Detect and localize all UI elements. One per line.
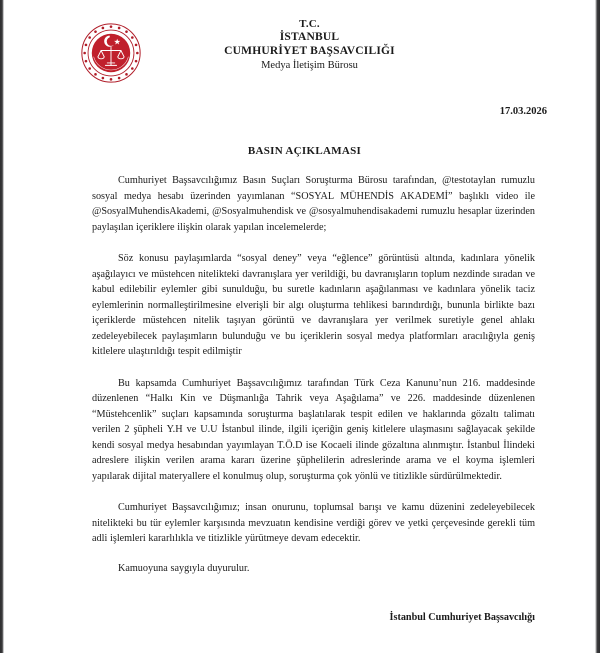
letterhead-line-bureau: Medya İletişim Bürosu bbox=[261, 60, 358, 72]
letterhead-line-office: CUMHURİYET BAŞSAVCILIĞI bbox=[224, 44, 395, 57]
paragraph: Bu kapsamda Cumhuriyet Başsavcılığımız tarafından Türk Ceza Kanunu’nun 216. maddesinde düzenlenen “Halkı Kin ve Düşmanlığa Tahrik veya Aşağılama” ve 226. maddesinde düzenlenen “Müstehcenlik” suçları kapsamında soruşturma başlatılarak tespit edilen ve haklarında gözaltı talimatı verilen 2 şüpheli Y.H ve U.U İstanbul ilinde, ilgili içeriğin geniş kitlelere ulaşmasını sağlayacak şekilde kendi sosyal medya hesabından yayımlayan T.Ö.D ise Kocaeli ilinde gözaltına alınmıştır. İstanbul İlindeki adreslere ilişkin verilen arama kararı üzerine şüphelilerin adreslerinde arama ve el koyma işlemleri yapılarak dijital materyallere el konulmuş olup, soruşturma çok yönlü ve titizlikle sürdürülmektedir. bbox=[92, 377, 535, 482]
paragraph-closing: Kamuoyuna saygıyla duyurulur. bbox=[118, 562, 250, 574]
document-content bbox=[8, 0, 591, 653]
document-body bbox=[8, 173, 591, 576]
letterhead-line-tc: T.C. bbox=[299, 18, 320, 30]
ministry-of-justice-emblem-icon bbox=[80, 22, 142, 84]
page-title: BASIN AÇIKLAMASI bbox=[247, 145, 362, 157]
signature-line: İstanbul Cumhuriyet Başsavcılığı bbox=[389, 612, 535, 623]
letterhead bbox=[8, 18, 591, 94]
paragraph: Söz konusu paylaşımlarda “sosyal deney” veya “eğlence” görüntüsü altında, kadınlara yönelik aşağılayıcı ve müstehcen nitelikteki davranışlara yer verildiği, bu davranışların toplum nezdinde sıradan ve kabul edilebilir eylemler gibi sunulduğu, bu suretle kadınların aşağılanması ve kadınlara yönelik taciz eylemlerinin normalleştirilmesine elverişli bir algı oluşturma tehlikesi barındırdığı, bununla birlikte bazı içeriklerde müstehcen nitelik taşıyan görüntü ve davranışlara yer verilmek suretiyle genel ahlakı zedeleyebilecek paylaşımların bulunduğu ve bu içeriklerin sosyal medya platformları aracılığıyla geniş kitlelere ulaştırıldığı tespit edilmiştir bbox=[92, 253, 535, 357]
paragraph: Cumhuriyet Başsavcılığımız; insan onurunu, toplumsal barışı ve kamu düzenini zedeleyebilecek nitelikteki bu tür eylemler karşısında mevzuatın kendisine verdiği görev ve yetki çerçevesinde gerekli tüm adli işlemleri kararlılıkla ve titizlikle yürütmeye devam edecektir. bbox=[92, 502, 535, 544]
scan-edge-left bbox=[0, 0, 4, 653]
letterhead-line-city: İSTANBUL bbox=[279, 30, 340, 43]
scan-edge-right bbox=[595, 0, 600, 653]
document-date: 17.03.2026 bbox=[499, 106, 547, 117]
paragraph: Cumhuriyet Başsavcılığımız Basın Suçları Soruşturma Bürosu tarafından, @testotaylan rumuzlu sosyal medya hesabı üzerinden yayımlanan “SOSYAL MÜHENDİS AKADEMİ” başlıklı video ile @SosyalMuhendisAkademi, @Sosyalmuhendisk ve @sosyalmuhendisakademi rumuzlu hesaplar üzerinden paylaşılan içeriklere ilişkin olarak yapılan incelemelerde; bbox=[92, 175, 535, 233]
